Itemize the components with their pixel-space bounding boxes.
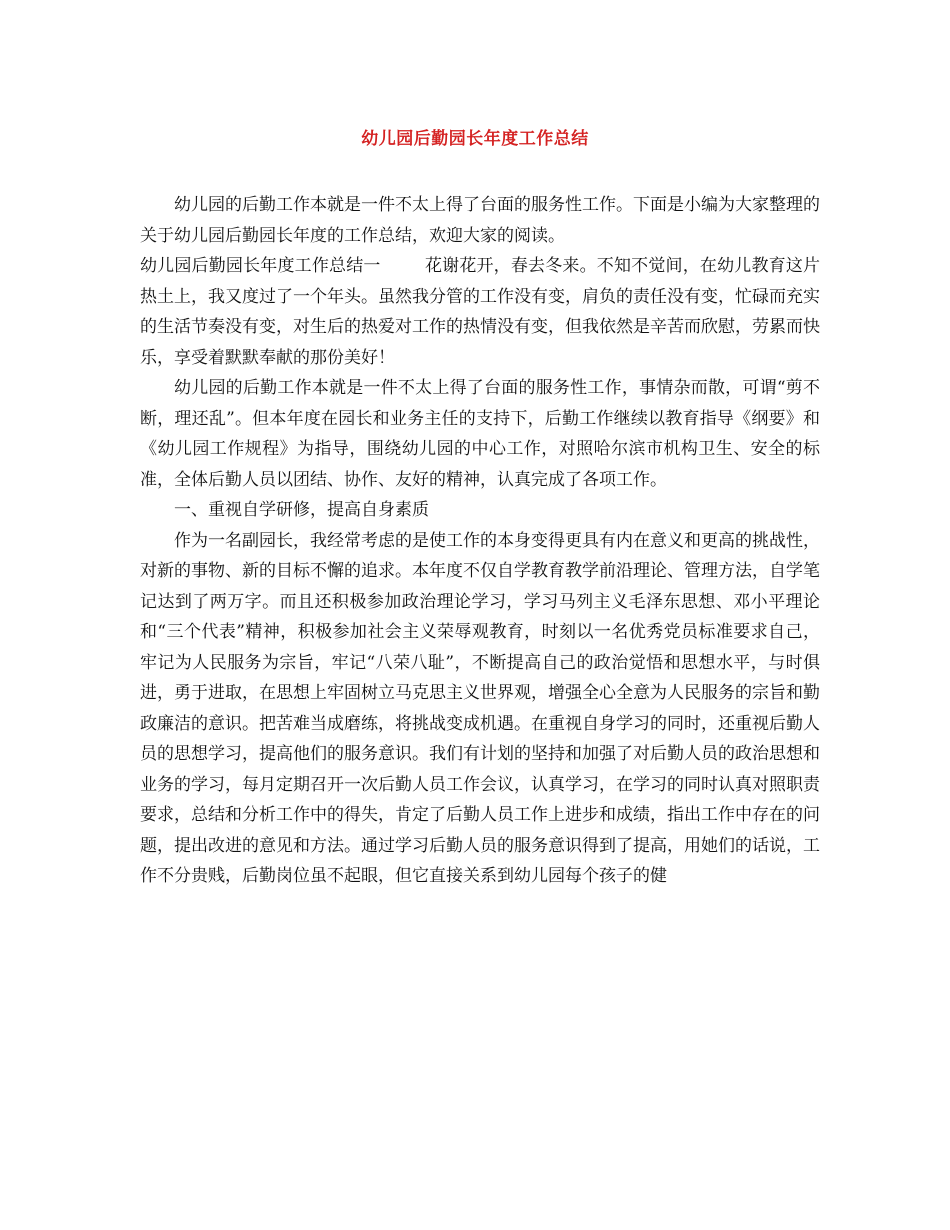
section-opening-text: 花谢花开，春去冬来。不知不觉间，在幼儿教育这片热土上，我又度过了一个年头。虽然我分管的工作没有变，肩负的责任没有变，忙碌而充实的生活节奏没有变，对生后的热爱对工作的热情没有变，但我依然是辛苦而欣慰，劳累而快乐，享受着默默奉献的那份美好！ (140, 256, 820, 368)
paragraph-two: 幼儿园的后勤工作本就是一件不太上得了台面的服务性工作，事情杂而散，可谓“剪不断，理还乱”。但本年度在园长和业务主任的支持下，后勤工作继续以教育指导《纲要》和《幼儿园工作规程》为指导，围绕幼儿园的中心工作，对照哈尔滨市机构卫生、安全的标准，全体后勤人员以团结、协作、友好的精神，认真完成了各项工作。 (140, 378, 820, 490)
intro-paragraph: 幼儿园的后勤工作本就是一件不太上得了台面的服务性工作。下面是小编为大家整理的关于幼儿园后勤园长年度的工作总结，欢迎大家的阅读。 (140, 195, 820, 246)
section-heading: 幼儿园后勤园长年度工作总结一 (140, 256, 381, 276)
section-one-paragraph (140, 251, 820, 373)
document-body (140, 190, 820, 892)
document-title: 幼儿园后勤园长年度工作总结 (361, 129, 589, 149)
paragraph-three: 作为一名副园长，我经常考虑的是使工作的本身变得更具有内在意义和更高的挑战性，对新的事物、新的目标不懈的追求。本年度不仅自学教育教学前沿理论、管理方法，自学笔记达到了两万字。而且还积极参加政治理论学习，学习马列主义毛泽东思想、邓小平理论和“三个代表”精神，积极参加社会主义荣辱观教育，时刻以一名优秀党员标准要求自己，牢记为人民服务为宗旨，牢记“八荣八耻”，不断提高自己的政治觉悟和思想水平，与时俱进，勇于进取，在思想上牢固树立马克思主义世界观，增强全心全意为人民服务的宗旨和勤政廉洁的意识。把苦难当成磨练，将挑战变成机遇。在重视自身学习的同时，还重视后勤人员的思想学习，提高他们的服务意识。我们有计划的坚持和加强了对后勤人员的政治思想和业务的学习，每月定期召开一次后勤人员工作会议，认真学习，在学习的同时认真对照职责要求，总结和分析工作中的得失，肯定了后勤人员工作上进步和成绩，指出工作中存在的问题，提出改进的意见和方法。通过学习后勤人员的服务意识得到了提高，用她们的话说，工作不分贵贱，后勤岗位虽不起眼，但它直接关系到幼儿园每个孩子的健 (140, 530, 820, 886)
subheading-one: 一、重视自学研修，提高自身素质 (174, 500, 429, 520)
